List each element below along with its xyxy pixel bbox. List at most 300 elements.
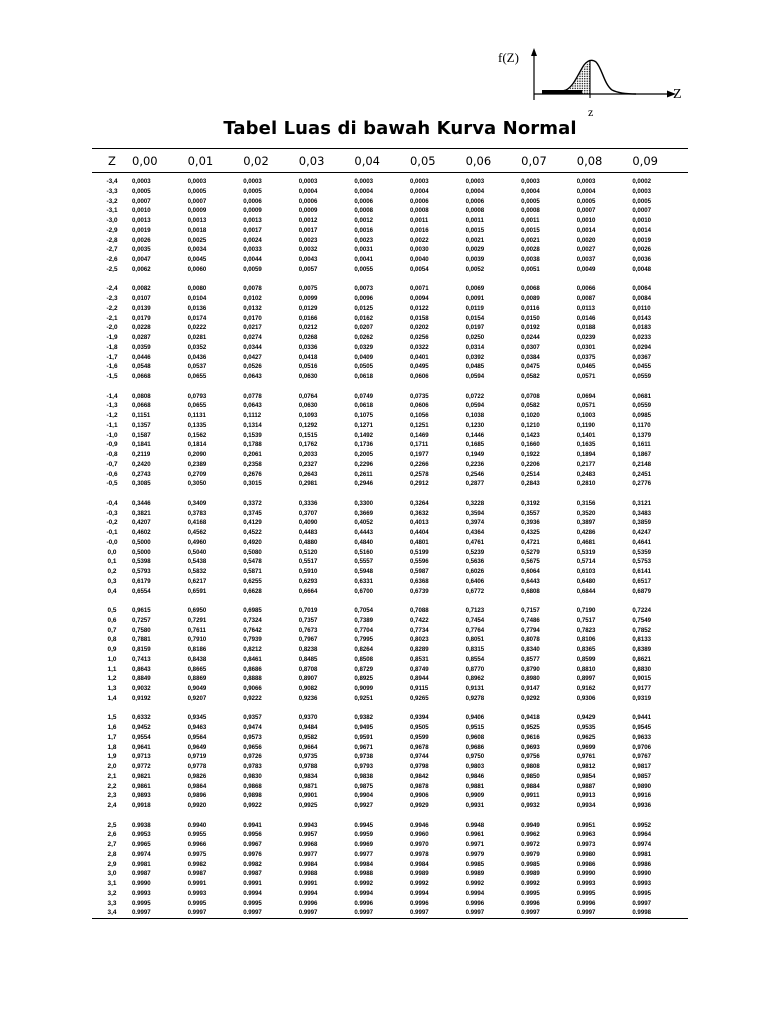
- area-value-cell: 0,2546: [465, 470, 485, 478]
- area-value-cell: 0,0793: [187, 392, 207, 400]
- area-value-cell: 0,4840: [354, 538, 374, 546]
- area-value-cell: 0,0006: [243, 197, 262, 205]
- area-value-cell: 0,4090: [298, 519, 318, 527]
- table-row: [92, 284, 688, 294]
- area-value-cell: 0,5753: [632, 558, 651, 566]
- area-value-cell: 0,6772: [465, 587, 485, 595]
- z-value-cell: 2,3: [107, 792, 117, 800]
- area-value-cell: 0.9959: [354, 831, 374, 839]
- area-value-cell: 0,6217: [187, 577, 207, 585]
- area-value-cell: 0,1335: [187, 421, 207, 429]
- area-value-cell: 0,8264: [354, 646, 374, 653]
- table-row: [92, 821, 688, 831]
- area-value-cell: 0,9545: [632, 724, 651, 731]
- area-value-cell: 0,0427: [243, 353, 262, 361]
- table-row: [92, 908, 688, 918]
- area-value-cell: 0,0537: [187, 363, 207, 371]
- area-value-cell: 0,7673: [298, 626, 318, 634]
- area-value-cell: 0.9996: [576, 899, 596, 907]
- area-value-cell: 0.9990: [576, 870, 596, 878]
- area-value-cell: 0,8389: [632, 646, 651, 653]
- area-value-cell: 0.9997: [577, 908, 633, 918]
- area-value-cell: 0,6950: [187, 607, 207, 614]
- z-value-cell: -1,5: [106, 373, 118, 380]
- area-value-cell: 0.9965: [132, 841, 151, 848]
- area-value-cell: 0.9989: [521, 870, 540, 878]
- z-value-cell: 1,2: [107, 675, 117, 683]
- area-value-cell: 0,0007: [632, 207, 651, 215]
- table-row: [92, 889, 688, 899]
- area-value-cell: 0,4325: [521, 529, 540, 536]
- column-header: 0,09: [632, 153, 658, 168]
- area-value-cell: 0,4960: [187, 538, 207, 546]
- area-value-cell: 0,1711: [409, 441, 429, 449]
- area-value-cell: 0,4286: [576, 529, 596, 536]
- table-row: [92, 323, 688, 333]
- z-value-cell: -1,3: [106, 402, 118, 410]
- table-row: [92, 440, 688, 450]
- area-value-cell: 0,0069: [465, 285, 485, 293]
- area-value-cell: 0.9977: [298, 850, 318, 858]
- area-value-cell: 0,2005: [354, 451, 374, 458]
- area-value-cell: 0,0015: [521, 226, 540, 234]
- area-value-cell: 0,0005: [187, 187, 207, 195]
- area-value-cell: 0.9943: [298, 821, 318, 829]
- row-group: [92, 596, 688, 703]
- area-value-cell: 0,0032: [298, 246, 318, 254]
- area-value-cell: 0,3669: [354, 509, 374, 517]
- column-header: 0,08: [576, 153, 603, 168]
- area-value-cell: 0.9992: [409, 880, 429, 887]
- z-value-cell: -3,2: [106, 197, 118, 205]
- area-value-cell: 0,0020: [576, 236, 596, 244]
- area-value-cell: 0,9484: [298, 724, 318, 731]
- area-value-cell: 0.9997: [243, 908, 299, 918]
- table-row: [92, 577, 688, 587]
- area-value-cell: 0,4364: [465, 529, 485, 536]
- area-value-cell: 0.9976: [243, 850, 262, 858]
- area-value-cell: 0,9864: [187, 782, 207, 790]
- area-value-cell: 0,4052: [354, 519, 374, 527]
- area-value-cell: 0,0023: [298, 236, 318, 244]
- area-value-cell: 0,2877: [465, 480, 485, 488]
- area-value-cell: 0,0007: [576, 207, 596, 215]
- area-value-cell: 0,2709: [187, 470, 207, 478]
- z-value-cell: 1,3: [107, 685, 117, 692]
- table-row: [92, 626, 688, 636]
- area-value-cell: 0,0055: [354, 265, 374, 273]
- area-value-cell: 0,1251: [409, 421, 429, 429]
- area-value-cell: 0,3156: [576, 499, 596, 507]
- area-value-cell: 0.9996: [521, 899, 540, 907]
- area-value-cell: 0,5239: [465, 548, 485, 556]
- area-value-cell: 0,0217: [243, 324, 262, 332]
- z-value-cell: 0,8: [107, 636, 117, 644]
- area-value-cell: 0,0049: [576, 265, 596, 273]
- area-value-cell: 0,1170: [632, 421, 651, 429]
- area-value-cell: 0,9918: [132, 802, 151, 809]
- spacer-row: [92, 704, 688, 714]
- area-value-cell: 0,3336: [298, 499, 318, 507]
- area-value-cell: 0,9896: [187, 792, 207, 800]
- area-value-cell: 0,0019: [132, 226, 151, 234]
- area-value-cell: 0,9664: [298, 743, 318, 751]
- area-value-cell: 0,4168: [187, 519, 207, 527]
- area-value-cell: 0,3300: [354, 499, 374, 507]
- table-row: [92, 479, 688, 489]
- table-header-row: [92, 149, 688, 173]
- area-value-cell: 0,0028: [521, 246, 540, 254]
- area-value-cell: 0,6808: [521, 587, 540, 595]
- area-value-cell: 0,0102: [243, 295, 262, 302]
- area-value-cell: 0,9884: [521, 782, 540, 790]
- table-row: [92, 801, 688, 811]
- area-value-cell: 0,6480: [576, 577, 596, 585]
- area-value-cell: 0,0256: [409, 334, 429, 341]
- area-value-cell: 0.9997: [521, 908, 577, 918]
- area-value-cell: 0,0174: [187, 314, 207, 322]
- table-row: [92, 187, 688, 197]
- area-value-cell: 0,7764: [465, 626, 485, 634]
- area-value-cell: 0,9573: [243, 733, 262, 741]
- area-value-cell: 0,0048: [632, 265, 651, 273]
- area-value-cell: 0,0015: [465, 226, 485, 234]
- area-value-cell: 0,9515: [465, 724, 485, 731]
- area-value-cell: 0,9767: [632, 753, 651, 761]
- area-value-cell: 0,0013: [187, 217, 207, 224]
- area-value-cell: 0,8944: [409, 675, 429, 683]
- area-value-cell: 0,9525: [521, 724, 540, 731]
- z-value-cell: -1,2: [106, 412, 118, 419]
- area-value-cell: 0,8023: [409, 636, 429, 644]
- area-value-cell: 0,0089: [521, 295, 540, 302]
- area-value-cell: 0,2236: [465, 460, 485, 468]
- table-row: [92, 236, 688, 246]
- table-row: [92, 616, 688, 626]
- area-value-cell: 0.9997: [410, 908, 466, 918]
- area-value-cell: 0,9826: [187, 772, 207, 780]
- area-value-cell: 0,2676: [243, 470, 262, 478]
- area-value-cell: 0,0062: [132, 265, 151, 273]
- area-value-cell: 0,4562: [187, 529, 207, 536]
- z-value-cell: 3,1: [107, 880, 117, 887]
- area-value-cell: 0,9306: [576, 694, 596, 702]
- area-value-cell: 0,0367: [632, 353, 651, 361]
- area-value-cell: 0,9115: [409, 685, 429, 692]
- area-value-cell: 0,0021: [465, 236, 485, 244]
- area-value-cell: 0,3121: [632, 499, 651, 507]
- area-value-cell: 0,0003: [354, 178, 374, 185]
- z-value-cell: 2,8: [107, 850, 117, 858]
- area-value-cell: 0,0031: [354, 246, 374, 254]
- area-value-cell: 0,2946: [354, 480, 374, 488]
- area-value-cell: 0,9783: [243, 763, 262, 770]
- area-value-cell: 0,0064: [632, 285, 651, 293]
- area-value-cell: 0.9979: [465, 850, 485, 858]
- z-value-cell: -2,7: [106, 246, 118, 254]
- area-value-cell: 0,9678: [409, 743, 429, 751]
- area-value-cell: 0,0132: [243, 304, 262, 312]
- area-value-cell: 0,1190: [576, 421, 596, 429]
- area-value-cell: 0,0051: [521, 265, 540, 273]
- area-value-cell: 0,9686: [465, 743, 485, 751]
- y-axis-label: f(Z): [498, 50, 519, 65]
- area-value-cell: 0,5517: [298, 558, 318, 566]
- area-value-cell: 0,0116: [521, 304, 540, 312]
- area-value-cell: 0,0078: [243, 285, 262, 293]
- area-value-cell: 0,6026: [465, 568, 485, 575]
- area-value-cell: 0,9726: [243, 753, 262, 761]
- area-value-cell: 0,0192: [521, 324, 540, 332]
- area-value-cell: 0.9992: [465, 880, 485, 887]
- area-value-cell: 0,0559: [632, 373, 651, 380]
- area-value-cell: 0,4013: [409, 519, 429, 527]
- area-value-cell: 0.9964: [632, 831, 651, 839]
- spacer-cell: [92, 382, 688, 392]
- z-value-cell: -2,5: [106, 265, 118, 273]
- area-value-cell: 0,0475: [521, 363, 540, 371]
- area-value-cell: 0,9131: [465, 685, 485, 692]
- area-value-cell: 0,2514: [521, 470, 540, 478]
- area-value-cell: 0,3707: [298, 509, 318, 517]
- area-value-cell: 0,7704: [354, 626, 374, 634]
- area-value-cell: 0,7357: [298, 616, 318, 624]
- area-value-cell: 0,2912: [409, 480, 429, 488]
- area-value-cell: 0,0038: [521, 256, 540, 263]
- area-value-cell: 0.9968: [298, 841, 318, 848]
- table-row: [92, 431, 688, 441]
- z-value-cell: -1,0: [106, 431, 118, 439]
- z-value-cell: -0,4: [106, 499, 118, 507]
- area-value-cell: 0,9463: [187, 724, 207, 731]
- table-row: [92, 421, 688, 431]
- area-value-cell: 0,2119: [132, 451, 151, 458]
- area-value-cell: 0,9699: [576, 743, 596, 751]
- area-value-cell: 0,8907: [298, 675, 318, 683]
- area-value-cell: 0.9957: [298, 831, 318, 839]
- area-value-cell: 0,0668: [132, 373, 151, 380]
- area-value-cell: 0,8340: [521, 646, 540, 653]
- spacer-row: [92, 489, 688, 499]
- area-value-cell: 0,9357: [243, 714, 262, 722]
- area-value-cell: 0,9744: [409, 753, 429, 761]
- area-value-cell: 0,0006: [354, 197, 374, 205]
- area-value-cell: 0,0039: [465, 256, 485, 263]
- z-value-cell: 2,4: [107, 802, 117, 809]
- area-value-cell: 0,9505: [409, 724, 429, 731]
- area-value-cell: 0,0301: [576, 343, 596, 351]
- area-value-cell: 0,1492: [354, 431, 374, 439]
- z-value-cell: 0,9: [107, 646, 117, 653]
- area-value-cell: 0,9808: [521, 763, 540, 770]
- area-value-cell: 0,0033: [243, 246, 262, 254]
- area-value-cell: 0.9985: [465, 860, 485, 868]
- area-value-cell: 0,1075: [354, 412, 374, 419]
- z-value-cell: 2,7: [107, 841, 117, 848]
- spacer-cell: [92, 704, 688, 714]
- area-value-cell: 0,8665: [187, 665, 207, 673]
- area-value-cell: 0,3897: [576, 519, 596, 527]
- z-value-cell: -0,2: [106, 519, 118, 527]
- area-value-cell: 0.9970: [409, 841, 429, 848]
- area-value-cell: 0,1379: [632, 431, 651, 439]
- area-value-cell: 0.9997: [354, 908, 410, 918]
- spacer-row: [92, 382, 688, 392]
- area-value-cell: 0,6700: [354, 587, 374, 595]
- spacer-cell: [92, 596, 688, 606]
- area-value-cell: 0,5948: [354, 568, 374, 575]
- area-value-cell: 0.9996: [409, 899, 429, 907]
- area-value-cell: 0,8106: [576, 636, 596, 644]
- area-value-cell: 0.9996: [298, 899, 318, 907]
- area-value-cell: 0,7852: [632, 626, 651, 634]
- area-value-cell: 0,1841: [132, 441, 151, 449]
- z-value-cell: -2,6: [106, 256, 118, 263]
- area-value-cell: 0.9995: [243, 899, 262, 907]
- area-value-cell: 0,9222: [243, 694, 262, 702]
- area-value-cell: 0,8962: [465, 675, 485, 683]
- area-value-cell: 0,9706: [632, 743, 651, 751]
- z-value-cell: 1,5: [107, 714, 117, 722]
- table-row: [92, 762, 688, 772]
- area-value-cell: 0,9911: [521, 792, 540, 800]
- area-value-cell: 0,0643: [243, 402, 262, 410]
- area-value-cell: 0.9994: [298, 889, 318, 897]
- area-value-cell: 0,0166: [298, 314, 318, 322]
- area-value-cell: 0,0047: [132, 256, 151, 263]
- area-value-cell: 0,0244: [521, 334, 540, 341]
- area-value-cell: 0,0003: [409, 178, 429, 185]
- area-value-cell: 0,6332: [132, 714, 151, 722]
- area-value-cell: 0,0003: [243, 178, 262, 185]
- table-row: [92, 899, 688, 909]
- area-value-cell: 0.9941: [243, 821, 262, 829]
- area-value-cell: 0,1038: [465, 412, 485, 419]
- area-value-cell: 0,0005: [632, 197, 651, 205]
- area-value-cell: 0,0011: [409, 217, 429, 224]
- area-value-cell: 0,0029: [465, 246, 485, 254]
- area-value-cell: 0.9986: [632, 860, 651, 868]
- area-value-cell: 0,0059: [243, 265, 262, 273]
- area-value-cell: 0,9890: [632, 782, 651, 790]
- area-value-cell: 0,1762: [298, 441, 318, 449]
- table-row: [92, 694, 688, 704]
- area-value-cell: 0.9956: [243, 831, 262, 839]
- z-value-cell: 1,7: [107, 733, 117, 741]
- area-value-cell: 0,0582: [521, 402, 540, 410]
- area-value-cell: 0,9370: [298, 714, 318, 722]
- z-marker-label: z: [588, 105, 594, 119]
- area-value-cell: 0,0485: [465, 363, 485, 371]
- area-value-cell: 0,6331: [354, 577, 374, 585]
- area-value-cell: 0,0212: [298, 324, 318, 332]
- area-value-cell: 0,6103: [576, 568, 596, 575]
- z-value-cell: -3,1: [106, 207, 118, 215]
- area-value-cell: 0,2327: [298, 460, 318, 468]
- area-value-cell: 0.9996: [354, 899, 374, 907]
- area-value-cell: 0,0005: [576, 197, 596, 205]
- table-row: [92, 733, 688, 743]
- area-value-cell: 0,0764: [298, 392, 318, 400]
- area-value-cell: 0,0262: [354, 334, 374, 341]
- area-value-cell: 0,8554: [465, 655, 485, 663]
- table-row: [92, 684, 688, 694]
- area-value-cell: 0,7734: [409, 626, 429, 634]
- area-value-cell: 0,0007: [187, 197, 207, 205]
- z-value-cell: 0,2: [107, 568, 117, 575]
- area-value-cell: 0,0250: [465, 334, 485, 341]
- table-row: [92, 460, 688, 470]
- area-value-cell: 0,0019: [632, 236, 651, 244]
- z-value-cell: 0,4: [107, 587, 117, 595]
- table-row: [92, 782, 688, 792]
- area-value-cell: 0,3409: [187, 499, 207, 507]
- z-value-cell: 2,6: [107, 831, 117, 839]
- area-value-cell: 0,0436: [187, 353, 207, 361]
- area-value-cell: 0,9615: [132, 607, 151, 614]
- area-value-cell: 0,0681: [632, 392, 651, 400]
- area-value-cell: 0,9251: [354, 694, 374, 702]
- area-value-cell: 0,9616: [521, 733, 540, 741]
- area-value-cell: 0,0037: [576, 256, 596, 263]
- area-value-cell: 0.9990: [132, 880, 151, 887]
- area-value-cell: 0.9994: [243, 889, 262, 897]
- z-value-cell: -2,3: [106, 295, 118, 302]
- area-value-cell: 0.9979: [521, 850, 540, 858]
- z-value-cell: -1,9: [106, 334, 118, 341]
- area-value-cell: 0,0004: [354, 187, 374, 195]
- table-row: [92, 411, 688, 421]
- area-value-cell: 0,6985: [243, 607, 262, 614]
- z-value-cell: 2,9: [107, 860, 117, 868]
- area-value-cell: 0,3520: [576, 509, 596, 517]
- area-value-cell: 0,6406: [465, 577, 485, 585]
- area-value-cell: 0,0014: [576, 226, 596, 234]
- area-value-cell: 0,0606: [409, 373, 429, 380]
- area-value-cell: 0.9971: [465, 841, 485, 848]
- area-value-cell: 0.9982: [187, 860, 207, 868]
- area-value-cell: 0,9920: [187, 802, 207, 809]
- area-value-cell: 0,0004: [465, 187, 485, 195]
- area-value-cell: 0,0068: [521, 285, 540, 293]
- area-value-cell: 0,7454: [465, 616, 485, 624]
- area-value-cell: 0,1788: [243, 441, 262, 449]
- area-value-cell: 0,8790: [521, 665, 540, 673]
- table-row: [92, 450, 688, 460]
- area-value-cell: 0,7794: [521, 626, 540, 634]
- area-value-cell: 0,0107: [132, 295, 151, 302]
- area-value-cell: 0,1922: [521, 451, 540, 458]
- area-value-cell: 0,9875: [354, 782, 374, 790]
- area-value-cell: 0,5398: [132, 558, 151, 566]
- area-value-cell: 0,6064: [521, 568, 540, 575]
- area-value-cell: 0,0143: [632, 314, 651, 322]
- z-value-cell: 3,2: [107, 889, 117, 897]
- x-axis-label: Z: [673, 87, 682, 102]
- area-value-cell: 0,9871: [298, 782, 318, 790]
- area-value-cell: 0.9980: [576, 850, 596, 858]
- area-value-cell: 0,9772: [132, 763, 151, 770]
- area-value-cell: 0.9991: [187, 880, 207, 887]
- area-value-cell: 0,0722: [465, 392, 485, 400]
- area-value-cell: 0,7088: [409, 607, 429, 614]
- area-value-cell: 0,3015: [243, 480, 262, 488]
- z-table: [92, 148, 688, 919]
- area-value-cell: 0,0233: [632, 334, 651, 341]
- z-value-cell: 3,4: [92, 908, 132, 918]
- area-value-cell: 0,0146: [576, 314, 596, 322]
- area-value-cell: 0,9913: [576, 792, 596, 800]
